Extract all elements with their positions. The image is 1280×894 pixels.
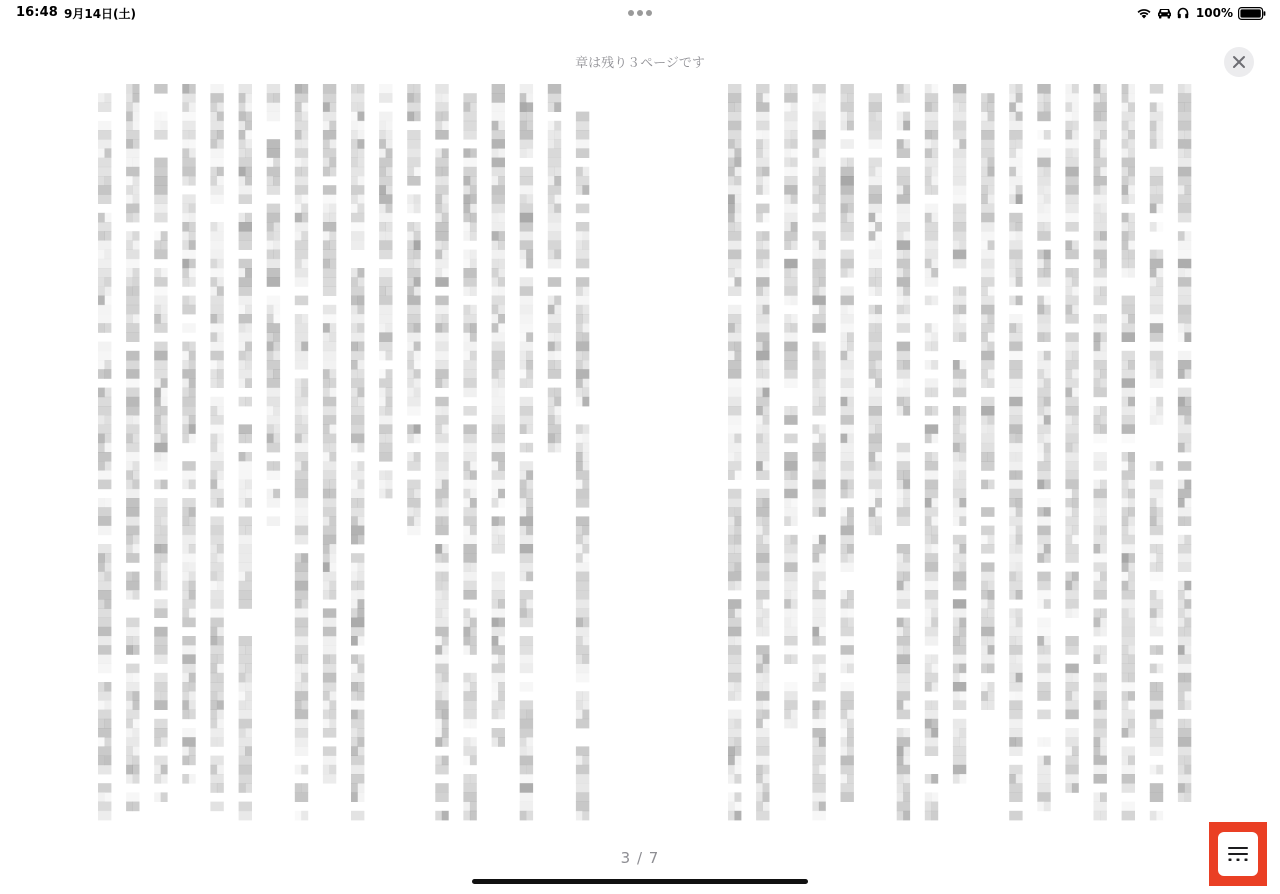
menu-lines-icon <box>1227 845 1249 863</box>
page-indicator: 3 / 7 <box>620 849 660 867</box>
menu-button[interactable] <box>1218 832 1258 876</box>
status-date: 9月14日(土) <box>64 7 137 21</box>
home-indicator[interactable] <box>472 879 808 884</box>
wifi-icon <box>1136 7 1152 19</box>
status-indicators <box>1136 4 1266 22</box>
book-page-left[interactable] <box>98 84 604 826</box>
car-icon <box>1157 7 1172 19</box>
battery-icon <box>1238 7 1266 20</box>
status-bar <box>0 0 1280 26</box>
status-time: 16:48 <box>16 5 58 20</box>
headphones-icon <box>1177 7 1189 19</box>
pixelated-text-block <box>98 84 604 826</box>
pixelated-text-block <box>728 84 1206 826</box>
chapter-remaining-label: 章は残り３ページです <box>575 56 705 71</box>
book-page-right[interactable] <box>728 84 1206 826</box>
close-button[interactable] <box>1224 47 1254 77</box>
multitasking-dots-icon[interactable] <box>628 9 652 17</box>
close-icon <box>1232 55 1246 69</box>
battery-percentage: 100% <box>1195 6 1233 20</box>
